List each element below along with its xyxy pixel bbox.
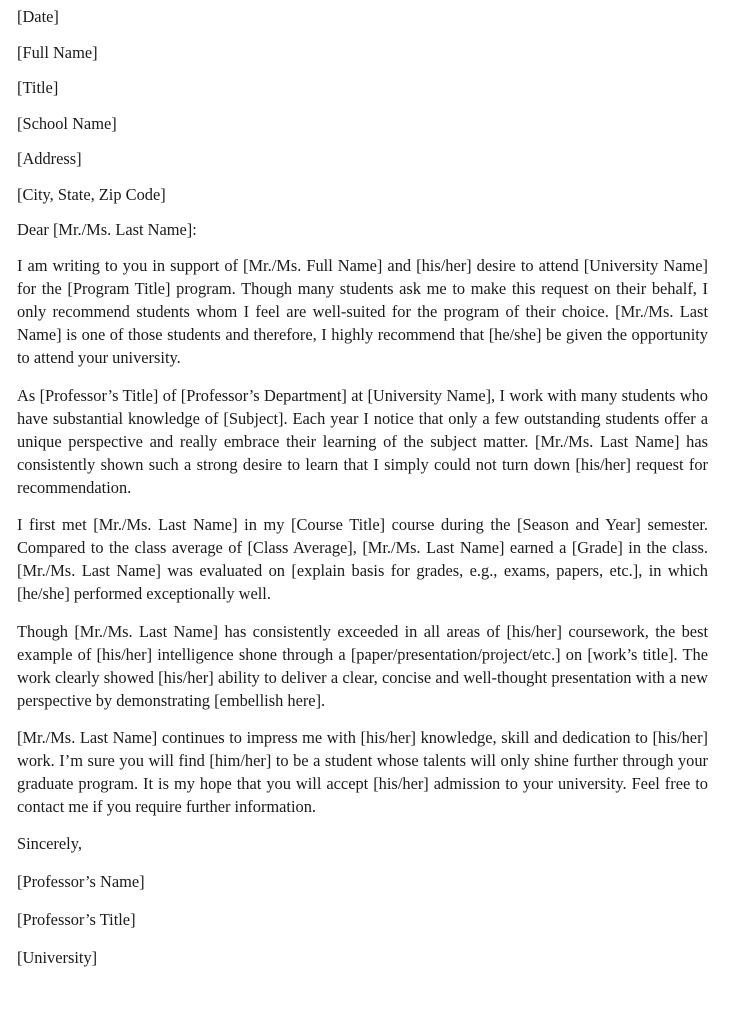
recipient-title: [Title] — [17, 78, 59, 97]
signature-title: [Professor’s Title] — [17, 909, 136, 929]
body-paragraph-4: Though [Mr./Ms. Last Name] has consistently exceeded in all areas of [his/her] coursework, the best example of [his/her] intelligence shone through a [paper/presentation/project/etc.] on [work’s title]. The work clearly showed [his/her] ability to deliver a clear, concise and well-thought presentation with a new perspective by demonstrating [embellish here]. — [17, 621, 708, 710]
recipient-full-name: [Full Name] — [17, 42, 98, 62]
body-paragraph-1: I am writing to you in support of [Mr./Ms. Full Name] and [his/her] desire to attend [University Name] for the [Program Title] program. Though many students ask me to make this request on their behalf, I only recommend students whom I feel are well-suited for the program of their choice. [Mr./Ms. Last Name] is one of those students and therefore, I highly recommend that [he/she] be given the opportunity to attend your university. — [17, 256, 708, 367]
salutation: Dear [Mr./Ms. Last Name]: — [17, 220, 197, 239]
signature-university: [University] — [17, 947, 98, 967]
school-name: [School Name] — [17, 113, 117, 133]
body-paragraph-5: [Mr./Ms. Last Name] continues to impress me with [his/her] knowledge, skill and dedication to [his/her] work. I’m sure you will find [him/her] to be a student whose talents will only shine further through your graduate program. It is my hope that you will accept [his/her] admission to your university. Feel free to contact me if you require further information. — [17, 728, 708, 816]
city-state-zip: [City, State, Zip Code] — [17, 184, 166, 204]
body-paragraph-2: As [Professor’s Title] of [Professor’s Department] at [University Name], I work with many students who have substantial knowledge of [Subject]. Each year I notice that only a few outstanding students offer a unique perspective and really embrace their learning of the subject matter. [Mr./Ms. Last Name] has consistently shown such a strong desire to learn that I simply could not turn down [his/her] request for recommendation. — [17, 385, 708, 497]
date-line: [Date] — [17, 7, 59, 26]
closing: Sincerely, — [17, 833, 82, 853]
address-line: [Address] — [17, 149, 82, 168]
signature-name: [Professor’s Name] — [17, 871, 145, 891]
body-paragraph-3: I first met [Mr./Ms. Last Name] in my [Course Title] course during the [Season and Year] semester. Compared to the class average of [Class Average], [Mr./Ms. Last Name] earned a [Grade] in the class. [Mr./Ms. Last Name] was evaluated on [explain basis for grades, e.g., exams, papers, etc.], in which [he/she] performed exceptionally well. — [17, 515, 708, 603]
letter-document — [17, 6, 708, 985]
